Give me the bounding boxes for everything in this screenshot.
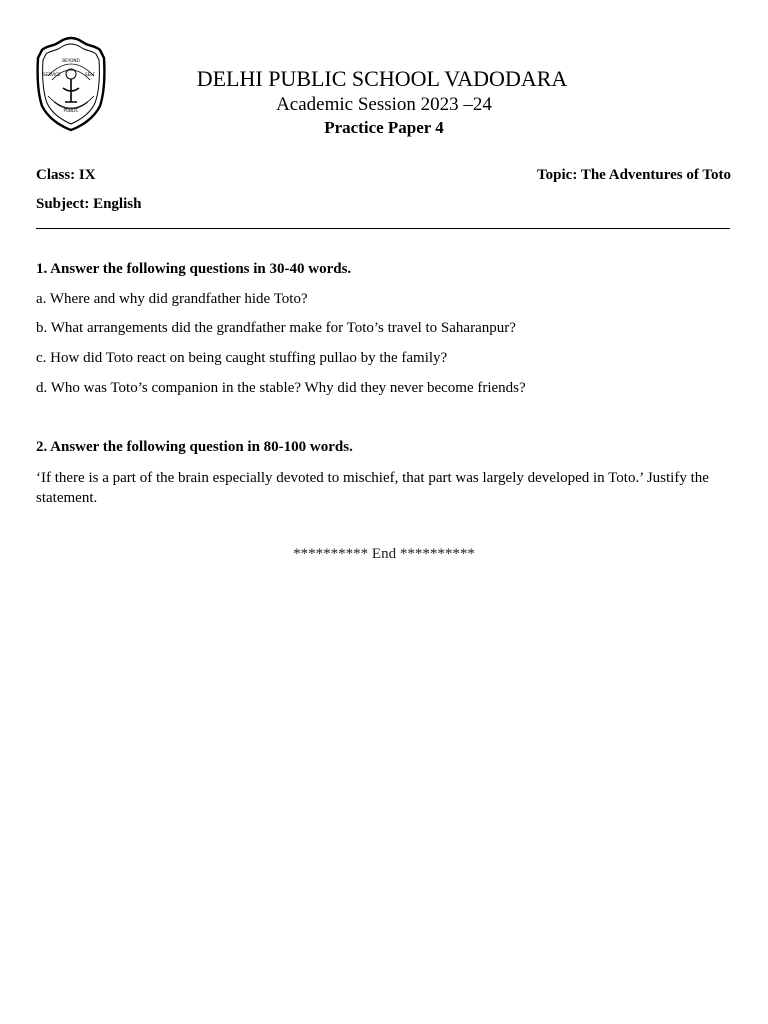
end-marker: ********** End ********** <box>293 546 475 562</box>
academic-session: Academic Session 2023 –24 <box>276 94 492 115</box>
svg-text:SELF: SELF <box>84 72 96 77</box>
paper-title: Practice Paper 4 <box>324 118 444 137</box>
section-2-heading: 2. Answer the following question in 80-100 words. <box>36 439 353 455</box>
topic-label: Topic: The Adventures of Toto <box>537 167 731 183</box>
svg-text:SERVICE: SERVICE <box>43 72 61 77</box>
question-c: c. How did Toto react on being caught stuffing pullao by the family? <box>36 350 448 366</box>
section-2-question: ‘If there is a part of the brain especially devoted to mischief, that part was largely developed in Toto.’ Justify the statement. <box>36 470 709 506</box>
svg-text:BEYOND: BEYOND <box>62 58 80 63</box>
svg-text:PUBLIC: PUBLIC <box>63 108 79 113</box>
subject-label: Subject: English <box>36 196 142 212</box>
question-d: d. Who was Toto’s companion in the stable? Why did they never become friends? <box>36 380 526 396</box>
question-a: a. Where and why did grandfather hide Toto? <box>36 291 308 307</box>
school-name: DELHI PUBLIC SCHOOL VADODARA <box>196 66 568 91</box>
header-divider <box>36 228 730 229</box>
question-b: b. What arrangements did the grandfather make for Toto’s travel to Saharanpur? <box>36 320 516 336</box>
class-label: Class: IX <box>36 167 96 183</box>
section-1-heading: 1. Answer the following questions in 30-40 words. <box>36 261 352 277</box>
